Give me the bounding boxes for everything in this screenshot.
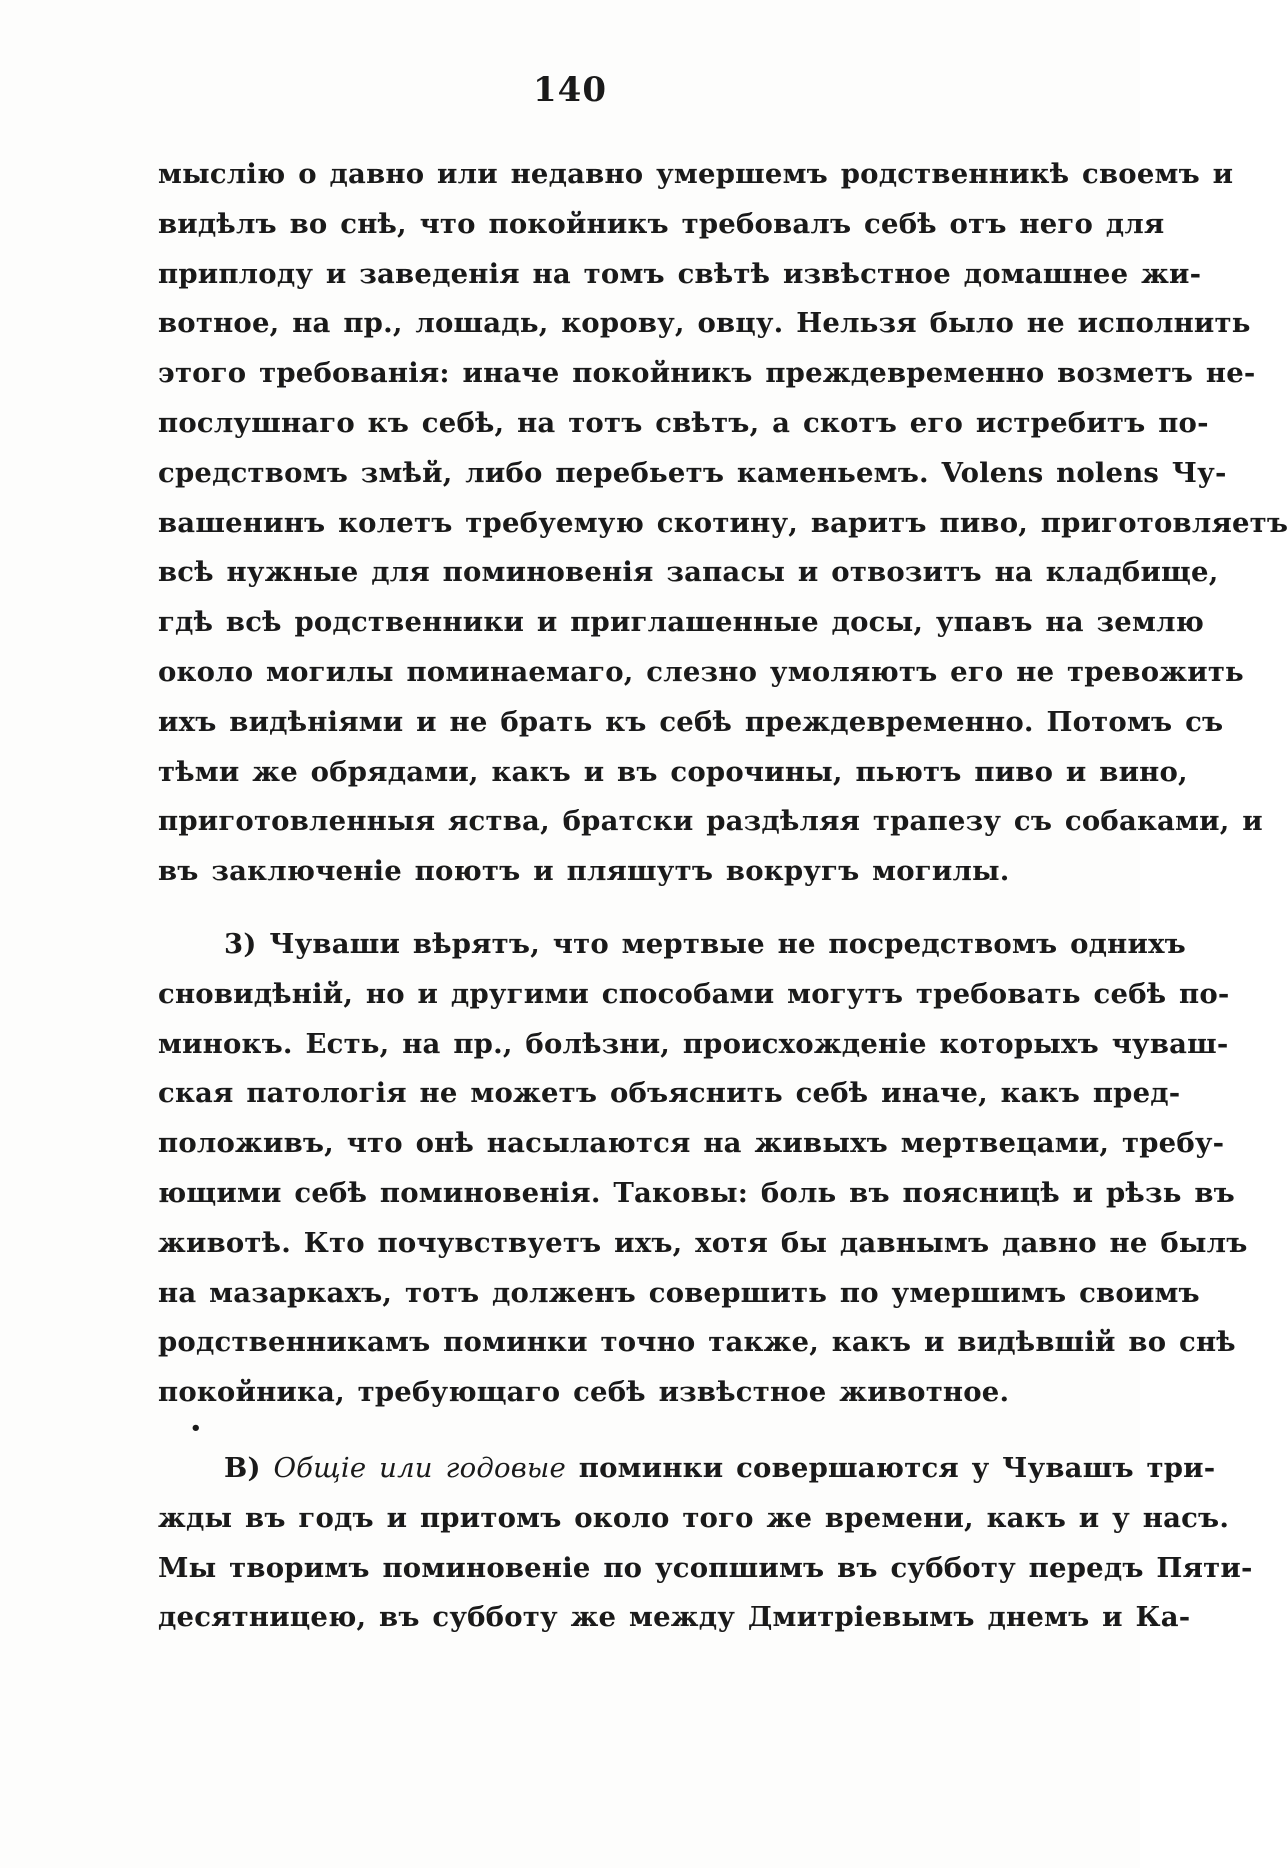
text-line: этого требованія: иначе покойникъ преждевременно возметъ не-: [158, 357, 1256, 390]
text-line: сновидѣній, но и другими способами могутъ требовать себѣ по-: [158, 977, 1230, 1010]
paragraph-section-3: [158, 920, 1248, 1418]
paragraph-continuation: [158, 150, 1288, 897]
text-line: десятницею, въ субботу же между Дмитріевымъ днемъ и Ка-: [158, 1601, 1191, 1634]
text-line: ская патологія не можетъ объяснить себѣ иначе, какъ пред-: [158, 1077, 1181, 1110]
text-line: приплоду и заведенія на томъ свѣтѣ извѣстное домашнее жи-: [158, 257, 1202, 290]
text-line: покойника, требующаго себѣ извѣстное животное.: [158, 1376, 1010, 1409]
page-number: 140: [533, 70, 607, 110]
italic-term-general: Общіе: [273, 1452, 367, 1484]
text-line: приготовленныя яства, братски раздѣляя трапезу съ собаками, и: [158, 805, 1263, 838]
text-line: послушнаго къ себѣ, на тотъ свѣтъ, а скотъ его истребитъ по-: [158, 406, 1209, 439]
paragraph-section-b: [158, 1444, 1253, 1643]
text-line: родственникамъ поминки точно также, какъ и видѣвшій во снѣ: [158, 1326, 1236, 1359]
text-line: животѣ. Кто почувствуетъ ихъ, хотя бы давнымъ давно не былъ: [158, 1226, 1248, 1259]
text-line: тѣми же обрядами, какъ и въ сорочины, пьютъ пиво и вино,: [158, 755, 1188, 788]
text-line: Мы творимъ поминовеніе по усопшимъ въ субботу передъ Пяти-: [158, 1551, 1253, 1584]
line-rest: поминки совершаются у Чувашъ три-: [578, 1452, 1216, 1484]
text-line: вашенинъ колетъ требуемую скотину, варитъ пиво, приготовляетъ: [158, 506, 1288, 539]
stray-bullet-mark: •: [190, 1418, 202, 1439]
text-line: положивъ, что онѣ насылаются на живыхъ мертвецами, требу-: [158, 1127, 1225, 1160]
text-line: въ заключеніе поютъ и пляшутъ вокругъ могилы.: [158, 855, 1010, 888]
text-line: всѣ нужные для поминовенія запасы и отвозитъ на кладбище,: [158, 556, 1219, 589]
text-line-with-italics: [158, 1444, 1216, 1494]
text-line: 3) Чуваши вѣрятъ, что мертвые не посредствомъ однихъ: [224, 928, 1186, 960]
text-line: мыслію о давно или недавно умершемъ родственникѣ своемъ и: [158, 158, 1234, 190]
text-line: ихъ видѣніями и не брать къ себѣ преждевременно. Потомъ съ: [158, 705, 1224, 738]
text-line: гдѣ всѣ родственники и приглашенные досы, упавъ на землю: [158, 606, 1205, 639]
text-line: на мазаркахъ, тотъ долженъ совершить по умершимъ своимъ: [158, 1276, 1200, 1309]
text-line: видѣлъ во снѣ, что покойникъ требовалъ себѣ отъ него для: [158, 207, 1165, 240]
text-line: вотное, на пр., лошадь, корову, овцу. Нельзя было не исполнить: [158, 307, 1251, 340]
text-line: ющими себѣ поминовенія. Таковы: боль въ поясницѣ и рѣзь въ: [158, 1176, 1235, 1209]
italic-term-annual: годовые: [445, 1452, 567, 1484]
text-line: средствомъ змѣй, либо перебьетъ каменьемъ. Volens nolens Чу-: [158, 456, 1227, 489]
italic-connector: или: [379, 1452, 433, 1484]
section-prefix: В): [224, 1452, 261, 1484]
text-line: около могилы поминаемаго, слезно умоляютъ его не тревожить: [158, 655, 1244, 688]
text-line: минокъ. Есть, на пр., болѣзни, происхожденіе которыхъ чуваш-: [158, 1027, 1229, 1060]
text-line: жды въ годъ и притомъ около того же времени, какъ и у насъ.: [158, 1501, 1230, 1534]
